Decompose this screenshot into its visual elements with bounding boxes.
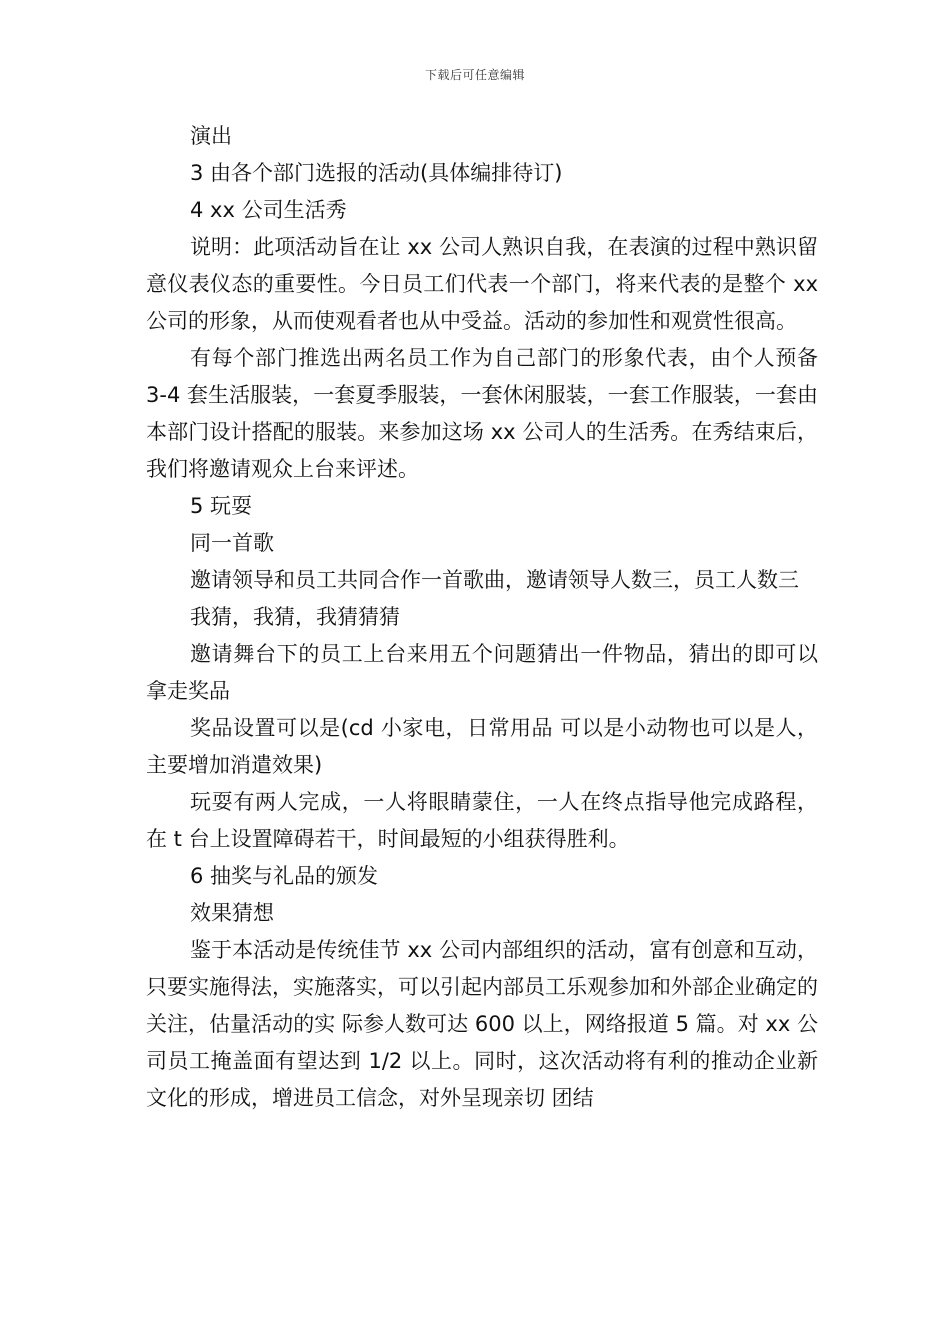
paragraph-same-song: 同一首歌 [190,531,274,555]
paragraph-expected-effect: 效果猜想 [190,901,274,925]
paragraph-explanation: 说明：此项活动旨在让 xx 公司人熟识自我，在表演的过程中熟识留意仪表仪态的重要性。今日员工们代表一个部门，将来代表的是整个 xx 公司的形象，从而使观看者也从中受益。活动的参加性和观赏性很高。 [146,235,825,333]
paragraph-item-5: 5 玩耍 [190,494,253,518]
paragraph-representatives: 有每个部门推选出两名员工作为自己部门的形象代表，由个人预备 3-4 套生活服装，一套夏季服装，一套休闲服装，一套工作服装，一套由本部门设计搭配的服装。来参加这场 xx 公司人的生活秀。在秀结束后，我们将邀请观众上台来评述。 [146,346,825,481]
paragraph-song-invite: 邀请领导和员工共同合作一首歌曲，邀请领导人数三，员工人数三 [190,568,799,592]
page-header-note: 下载后可任意编辑 [424,68,525,82]
paragraph-prize-settings: 奖品设置可以是(cd 小家电，日常用品 可以是小动物也可以是人，主要增加消遣效果) [146,716,818,777]
paragraph-guess-game: 我猜，我猜，我猜猜猜 [190,605,400,629]
paragraph-performance: 演出 [190,124,232,148]
paragraph-guess-invite: 邀请舞台下的员工上台来用五个问题猜出一件物品，猜出的即可以拿走奖品 [146,642,818,703]
paragraph-item-4: 4 xx 公司生活秀 [190,198,347,222]
paragraph-item-6: 6 抽奖与礼品的颁发 [190,864,379,888]
document-body [146,118,825,1117]
paragraph-effect-details: 鉴于本活动是传统佳节 xx 公司内部组织的活动，富有创意和互动，只要实施得法，实施落实，可以引起内部员工乐观参加和外部企业确定的关注，估量活动的实 际参人数可达 600 以上，网络报道 5 篇。对 xx 公司员工掩盖面有望达到 1/2 以上。同时，这次活动将有利的推动企业新文化的形成，增进员工信念，对外呈现亲切 团结 [146,938,818,1110]
paragraph-blindfold-game: 玩耍有两人完成，一人将眼睛蒙住，一人在终点指导他完成路程，在 t 台上设置障碍若干，时间最短的小组获得胜利。 [146,790,818,851]
paragraph-item-3: 3 由各个部门选报的活动(具体编排待订) [190,161,563,185]
